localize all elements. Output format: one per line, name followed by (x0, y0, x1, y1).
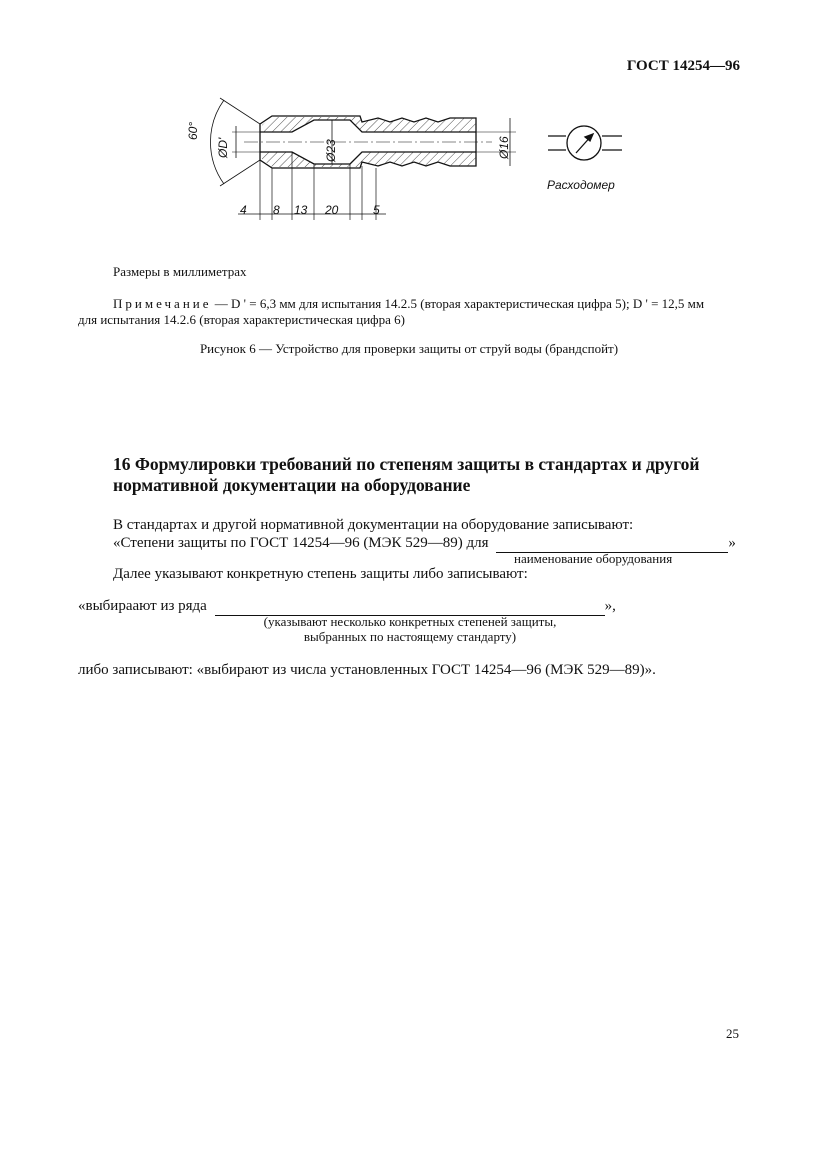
page-number: 25 (726, 1026, 739, 1041)
angle-label: 60° (186, 121, 200, 140)
d23-label: Ø23 (324, 139, 338, 162)
section-title-line-1: 16 Формулировки требований по степеням защиты в стандартах и другой (113, 454, 700, 474)
paragraph-3: Далее указывают конкретную степень защиты либо записывают: (113, 566, 528, 582)
dim-20: 20 (325, 203, 339, 217)
dim-8: 8 (273, 203, 280, 217)
paragraph-4-text: «выбираают из ряда (78, 598, 207, 614)
dim-5: 5 (373, 203, 380, 217)
nozzle-drawing (180, 88, 640, 228)
paragraph-1: В стандартах и другой нормативной документации на оборудование записывают: (113, 517, 634, 533)
flowmeter-symbol (548, 126, 622, 160)
note-text-1: — D ' = 6,3 мм для испытания 14.2.5 (вторая характеристическая цифра 5); D ' = 12,5 мм (211, 296, 705, 311)
d16-label: Ø16 (497, 136, 511, 159)
dim-4: 4 (240, 203, 247, 217)
degrees-hint-1: (указывают несколько конкретных степеней защиты, (263, 614, 557, 629)
dimensions-note: Размеры в миллиметрах (113, 264, 247, 279)
flowmeter-label: Расходомер (547, 178, 615, 192)
paragraph-2-end: » (728, 535, 736, 551)
degrees-hint-2: выбранных по настоящему стандарту) (303, 629, 517, 644)
equipment-name-hint: наименование оборудования (514, 551, 673, 566)
paragraph-5: либо записывают: «выбирают из числа установленных ГОСТ 14254—96 (МЭК 529—89)». (78, 662, 656, 678)
paragraph-2-text: «Степени защиты по ГОСТ 14254—96 (МЭК 529—89) для (113, 535, 489, 551)
d-prime-label: ØD' (216, 137, 230, 158)
note-line-1 (113, 296, 704, 312)
note-line-2: для испытания 14.2.6 (вторая характеристическая цифра 6) (78, 312, 405, 327)
paragraph-4-end: », (604, 598, 616, 614)
note-label: Примечание (113, 296, 212, 311)
document-header-id: ГОСТ 14254—96 (626, 58, 740, 74)
figure-caption: Рисунок 6 — Устройство для проверки защиты от струй воды (брандспойт) (199, 341, 619, 356)
section-title-line-2: нормативной документации на оборудование (113, 475, 471, 495)
dim-13: 13 (294, 203, 308, 217)
